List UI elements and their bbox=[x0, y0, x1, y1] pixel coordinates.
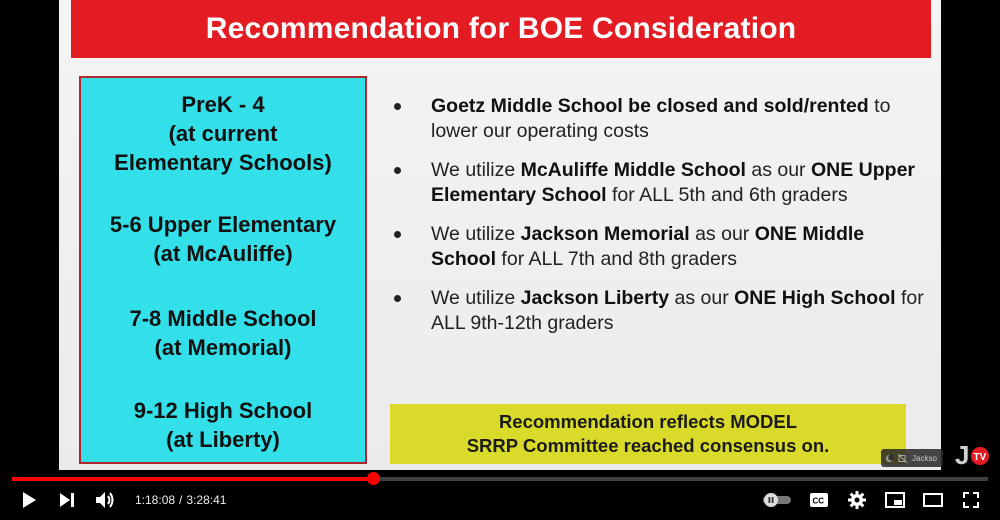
bullet-dot-icon bbox=[394, 167, 401, 174]
text: as our bbox=[669, 287, 735, 309]
play-button[interactable] bbox=[14, 484, 44, 516]
slide-title: Recommendation for BOE Consideration bbox=[205, 12, 797, 45]
bold-text: Jackson Liberty bbox=[520, 287, 670, 309]
text: We utilize bbox=[431, 223, 521, 245]
volume-button[interactable] bbox=[90, 484, 120, 516]
consensus-line-2: SRRP Committee reached consensus on. bbox=[466, 435, 830, 456]
bullet-dot-icon bbox=[394, 231, 401, 238]
grade-line: (at McAuliffe) bbox=[153, 241, 293, 266]
grade-block-9-12 bbox=[81, 396, 365, 454]
bullet-dot-icon bbox=[394, 295, 401, 302]
recommendation-item bbox=[394, 94, 924, 144]
recommendation-item bbox=[394, 158, 924, 208]
grade-block-7-8 bbox=[81, 304, 365, 362]
slide-title-bar bbox=[71, 0, 931, 58]
grade-line: (at Liberty) bbox=[166, 427, 280, 452]
bullet-dot-icon bbox=[394, 103, 401, 110]
miniplayer-button[interactable] bbox=[880, 484, 910, 516]
text: We utilize bbox=[431, 287, 521, 309]
time-display bbox=[133, 484, 228, 516]
no-video-icon bbox=[898, 454, 908, 463]
recommendation-list bbox=[394, 94, 924, 350]
grade-line: (at current bbox=[168, 121, 278, 146]
autoplay-toggle[interactable] bbox=[760, 484, 794, 516]
captions-button[interactable] bbox=[804, 484, 834, 516]
fullscreen-button[interactable] bbox=[956, 484, 986, 516]
theater-mode-button[interactable] bbox=[918, 484, 948, 516]
progress-bar[interactable] bbox=[12, 477, 988, 481]
jtv-logo-icon bbox=[953, 438, 991, 470]
grade-line: PreK - 4 bbox=[181, 92, 265, 117]
grade-line: 5-6 Upper Elementary bbox=[109, 212, 337, 237]
theater-icon bbox=[923, 493, 943, 507]
grade-line: 9-12 High School bbox=[133, 398, 313, 423]
logo-tv: TV bbox=[973, 452, 987, 463]
autoplay-toggle-icon bbox=[762, 492, 792, 508]
consensus-callout bbox=[390, 404, 906, 464]
fullscreen-icon bbox=[963, 492, 979, 508]
miniplayer-icon bbox=[885, 492, 905, 508]
grade-line: (at Memorial) bbox=[154, 335, 292, 360]
bold-text: ONE High School bbox=[734, 287, 896, 309]
next-button[interactable] bbox=[52, 484, 82, 516]
time-separator: / bbox=[179, 493, 183, 507]
text: We utilize bbox=[431, 159, 521, 181]
bold-text: Jackson Memorial bbox=[520, 223, 690, 245]
settings-icon bbox=[848, 491, 866, 509]
consensus-line-1: Recommendation reflects MODEL bbox=[498, 411, 798, 432]
grade-block-5-6 bbox=[81, 210, 365, 268]
bold-text: McAuliffe Middle School bbox=[520, 159, 746, 181]
channel-logo[interactable] bbox=[953, 438, 991, 470]
grade-block-prek-4 bbox=[81, 90, 365, 177]
captions-icon bbox=[809, 492, 829, 508]
progress-played bbox=[12, 477, 373, 481]
play-icon bbox=[21, 491, 37, 509]
text: as our bbox=[745, 159, 811, 181]
text: for ALL 7th and 8th graders bbox=[496, 248, 738, 270]
grade-configuration-box bbox=[79, 76, 367, 464]
bold-text: ONE Upper Elementary School bbox=[431, 159, 915, 206]
bold-text: Goetz Middle School be closed and sold/rented bbox=[431, 95, 869, 117]
bold-text: ONE Middle School bbox=[431, 223, 865, 270]
channel-watermark-overlay bbox=[881, 449, 943, 467]
duration: 3:28:41 bbox=[186, 493, 227, 507]
text: for ALL 5th and 6th graders bbox=[606, 184, 848, 206]
text: as our bbox=[689, 223, 755, 245]
grade-line: Elementary Schools) bbox=[114, 150, 332, 175]
current-time: 1:18:08 bbox=[135, 493, 176, 507]
grade-line: 7-8 Middle School bbox=[129, 306, 317, 331]
recommendation-item bbox=[394, 286, 924, 336]
recommendation-item bbox=[394, 222, 924, 272]
text: for ALL 9th-12th graders bbox=[431, 287, 924, 334]
settings-button[interactable] bbox=[842, 484, 872, 516]
text: to lower our operating costs bbox=[431, 95, 891, 142]
moon-icon bbox=[885, 454, 894, 463]
channel-overlay-text: Jackso bbox=[912, 453, 937, 463]
svg-text:CC: CC bbox=[812, 496, 825, 506]
logo-j: J bbox=[955, 440, 970, 470]
presentation-slide bbox=[59, 0, 941, 470]
volume-icon bbox=[95, 491, 115, 509]
next-icon bbox=[59, 492, 75, 508]
